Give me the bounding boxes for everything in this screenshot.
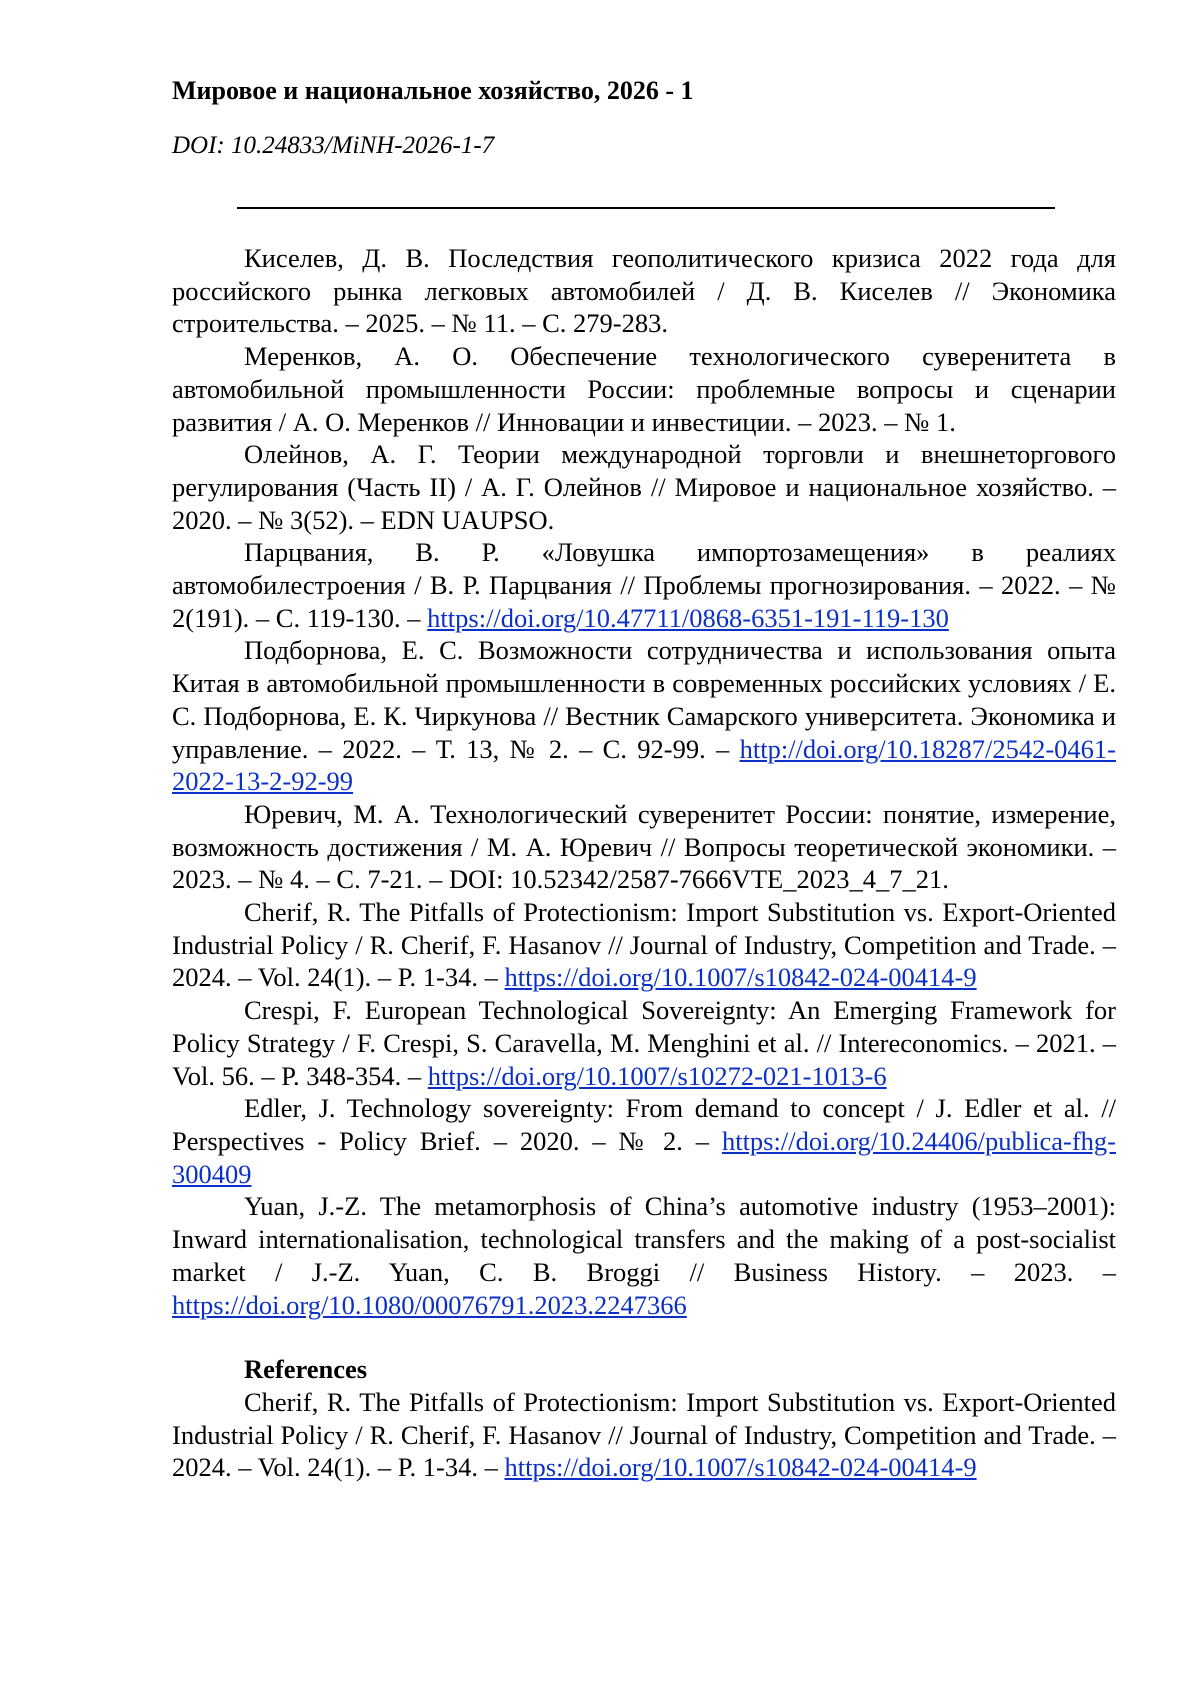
reference-entry — [172, 634, 1116, 798]
reference-text: Cherif, R. The Pitfalls of Protectionism: Import Substitution vs. Export-Oriented Industrial Policy / R. Cherif, F. Hasanov // Journal of Industry, Competition and Trade. – 2024. – Vol. 24(1). – P. 1-34. – — [172, 1386, 1116, 1483]
reference-text: Crespi, F. European Technological Sovereignty: An Emerging Framework for Policy Strategy / F. Crespi, S. Caravella, M. Menghini et al. // Intereconomics. – 2021. – Vol. 56. – P. 348-354. – — [172, 995, 1116, 1091]
reference-text: Юревич, М. А. Технологический суверенитет России: понятие, измерение, возможность достижения / М. А. Юревич // Вопросы теоретической экономики. – 2023. – № 4. – С. 7-21. – DOI: 10.52342/2587-7666VTE_2023_4_7_21. — [172, 798, 1116, 895]
bibliography-section — [172, 242, 1116, 1484]
reference-entry — [172, 1092, 1116, 1190]
reference-text: Меренков, А. О. Обеспечение технологического суверенитета в автомобильной промышленности России: проблемные вопросы и сценарии развития / А. О. Меренков // Инновации и инвестиции. – 2023. – № 1. — [172, 341, 1116, 437]
reference-text: Киселев, Д. В. Последствия геополитического кризиса 2022 года для российского рынка легковых автомобилей / Д. В. Киселев // Экономика строительства. – 2025. – № 11. – С. 279-283. — [172, 243, 1116, 339]
reference-link[interactable]: https://doi.org/10.1007/s10272-021-1013-6 — [427, 1060, 887, 1091]
journal-title: Мировое и национальное хозяйство, 2026 - 1 — [172, 76, 694, 105]
reference-entry — [172, 798, 1116, 896]
reference-text: Парцвания, В. Р. «Ловушка импортозамещения» в реалиях автомобилестроения / В. Р. Парцвания // Проблемы прогнозирования. – 2022. – № 2(191). – С. 119-130. – — [172, 537, 1116, 633]
reference-entry — [172, 340, 1116, 438]
reference-entry — [172, 896, 1116, 994]
reference-link[interactable]: https://doi.org/10.1080/00076791.2023.2247366 — [172, 1289, 687, 1320]
reference-entry — [172, 438, 1116, 536]
references-heading: References — [244, 1354, 368, 1385]
reference-link[interactable]: https://doi.org/10.47711/0868-6351-191-119-130 — [427, 602, 949, 633]
reference-entry — [172, 242, 1116, 340]
reference-entry — [172, 536, 1116, 634]
reference-text: Yuan, J.-Z. The metamorphosis of China’s automotive industry (1953–2001): Inward internationalisation, technological transfers and the making of a post-socialist market / J.-Z. Yuan, C. B. Broggi // Business History. – 2023. – — [172, 1191, 1116, 1287]
reference-text: Олейнов, А. Г. Теории международной торговли и внешнеторгового регулирования (Часть II) / А. Г. Олейнов // Мировое и национальное хозяйство. – 2020. – № 3(52). – EDN UAUPSO. — [172, 439, 1116, 535]
bibliography-list — [172, 242, 1116, 1321]
reference-link[interactable]: https://doi.org/10.1007/s10842-024-00414-9 — [504, 1452, 977, 1483]
reference-link[interactable]: https://doi.org/10.1007/s10842-024-00414-9 — [504, 962, 977, 993]
reference-link[interactable]: https://doi.org/10.24406/publica-fhg-300409 — [172, 1125, 1116, 1189]
reference-entry — [172, 1190, 1116, 1321]
reference-text: Edler, J. Technology sovereignty: From demand to concept / J. Edler et al. // Perspectives - Policy Brief. – 2020. – № 2. – — [172, 1093, 1116, 1156]
reference-link[interactable]: http://doi.org/10.18287/2542-0461-2022-13-2-92-99 — [172, 733, 1116, 797]
reference-text: Подборнова, Е. С. Возможности сотрудничества и использования опыта Китая в автомобильной промышленности в современных российских условиях / Е. С. Подборнова, Е. К. Чиркунова // Вестник Самарского университета. Экономика и управление. – 2022. – Т. 13, № 2. – С. 92-99. – — [172, 635, 1116, 764]
reference-text: Cherif, R. The Pitfalls of Protectionism: Import Substitution vs. Export-Oriented Industrial Policy / R. Cherif, F. Hasanov // Journal of Industry, Competition and Trade. – 2024. – Vol. 24(1). – P. 1-34. – — [172, 897, 1116, 993]
reference-entry — [172, 994, 1116, 1092]
reference-entry — [172, 1386, 1116, 1484]
article-doi: DOI: 10.24833/MiNH-2026-1-7 — [172, 132, 495, 159]
horizontal-separator — [237, 207, 1055, 209]
references-list — [172, 1386, 1116, 1484]
